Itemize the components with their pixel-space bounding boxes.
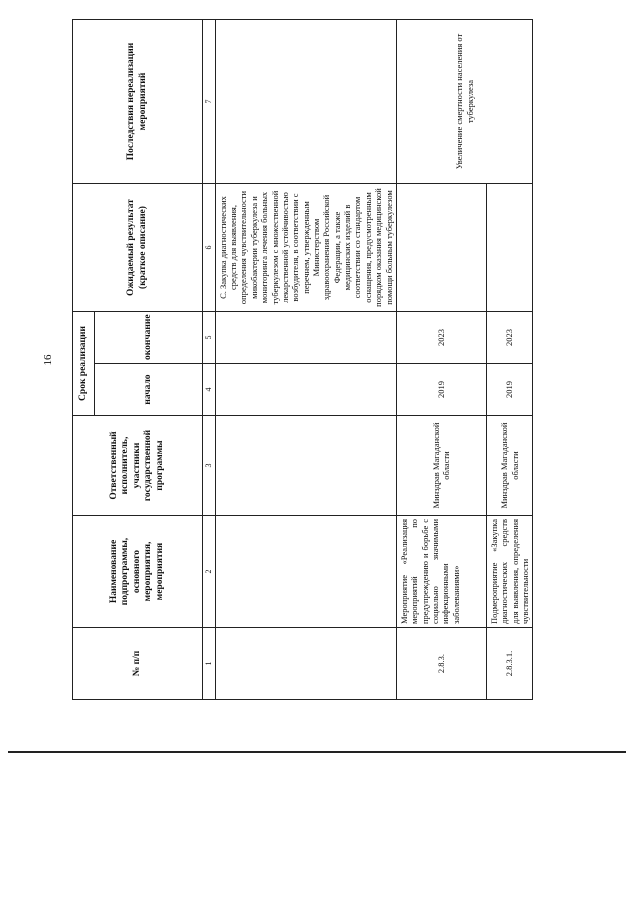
header-end: окончание	[95, 312, 203, 364]
header-start: начало	[95, 364, 203, 416]
program-table	[72, 19, 533, 700]
row-result	[396, 184, 486, 312]
row-result	[486, 184, 532, 312]
column-number-5: 5	[203, 312, 216, 364]
header-period: Срок реализации	[73, 312, 95, 416]
column-number-4: 4	[203, 364, 216, 416]
column-number-7: 7	[203, 20, 216, 184]
continued-cell-name	[215, 516, 396, 628]
continued-result-text: С. Закупка диагностических средств для выявления, определения чувствительности микобактерии туберкулеза и мониторинга лечения больных туберкулезом с множественной лекарственной устойчивостью возбудителя, в соответствии с перечнем, утвержденным Министерством здравоохранения Российской Федерации, а также медицинских изделий в соответствии со стандартом оснащения, предусмотренным порядком оказания медицинской помощи больным туберкулезом	[215, 184, 396, 312]
column-number-6: 6	[203, 184, 216, 312]
row-end-year: 2023	[486, 312, 532, 364]
column-number-3: 3	[203, 416, 216, 516]
page-number: 16	[42, 354, 54, 366]
continued-cell-end	[215, 312, 396, 364]
row-number: 2.8.3.	[396, 628, 486, 700]
page-divider-line	[8, 751, 626, 753]
continued-cell-start	[215, 364, 396, 416]
row-start-year: 2019	[396, 364, 486, 416]
header-number: № п/п	[73, 628, 203, 700]
row-start-year: 2019	[486, 364, 532, 416]
row-name: Подмероприятие «Закупка диагностических средств для выявления, определения чувствительности	[486, 516, 532, 628]
column-number-1: 1	[203, 628, 216, 700]
continued-cell-consequence	[215, 20, 396, 184]
row-executor: Минздрав Магаданской области	[486, 416, 532, 516]
row-end-year: 2023	[396, 312, 486, 364]
row-name: Мероприятие «Реализация мероприятий по предупреждению и борьбе с социально значимыми инфекционными заболеваниями»	[396, 516, 486, 628]
continued-cell-number	[215, 628, 396, 700]
continued-cell-executor	[215, 416, 396, 516]
column-number-2: 2	[203, 516, 216, 628]
header-consequences: Последствия нереализации мероприятий	[73, 20, 203, 184]
consequence-text: Увеличение смертности населения от туберкулеза	[396, 20, 532, 184]
header-executor: Ответственный исполнитель, участники государственной программы	[73, 416, 203, 516]
header-name: Наименование подпрограммы, основного мероприятия, мероприятия	[73, 516, 203, 628]
row-number: 2.8.3.1.	[486, 628, 532, 700]
rotated-table-area	[42, 20, 530, 700]
header-result: Ожидаемый результат (краткое описание)	[73, 184, 203, 312]
row-executor: Минздрав Магаданской области	[396, 416, 486, 516]
